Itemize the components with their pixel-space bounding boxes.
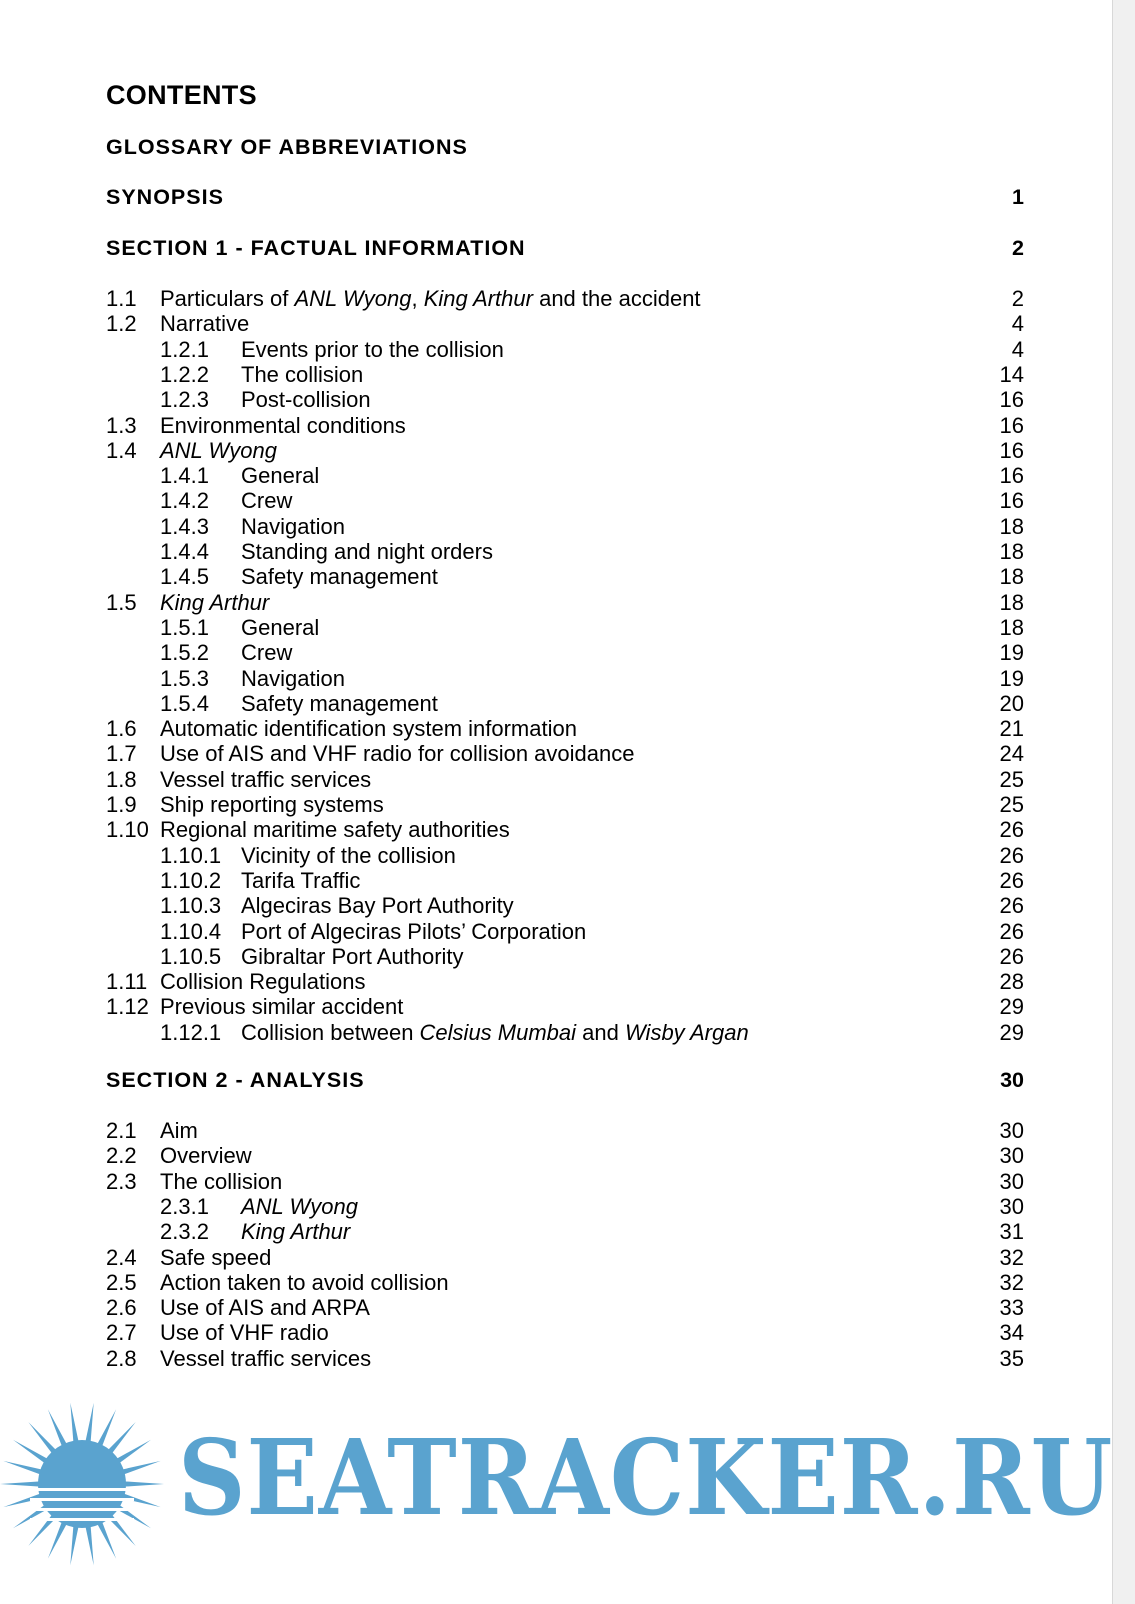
entry-title — [241, 362, 363, 388]
entry-page-number: 2 — [1011, 286, 1024, 311]
entry-number: 1.8 — [106, 766, 137, 792]
entry-title-part: Automatic identification system information — [160, 716, 577, 742]
entry-title — [160, 1346, 371, 1372]
toc-entry[interactable] — [106, 1194, 1024, 1220]
entry-number: 1.12.1 — [160, 1019, 222, 1045]
entry-title-part: Previous similar accident — [160, 994, 404, 1020]
sun-ray — [0, 1481, 42, 1487]
entry-title — [241, 868, 360, 894]
entry-title — [241, 539, 493, 565]
entry-number: 1.4.2 — [160, 488, 209, 514]
entry-title-part: Action taken to avoid collision — [160, 1269, 449, 1295]
entry-title — [160, 969, 365, 995]
entry-page-number: 26 — [999, 893, 1024, 919]
toc-entry[interactable] — [106, 463, 1024, 489]
toc-entry[interactable] — [106, 286, 1024, 312]
entry-title-part: Events prior to the collision — [241, 336, 504, 362]
entry-title — [241, 1219, 350, 1245]
toc-entry[interactable] — [106, 1143, 1024, 1169]
entry-page-number: 26 — [999, 842, 1024, 868]
entry-title-part: Safety management — [241, 564, 438, 590]
toc-entry[interactable] — [106, 362, 1024, 388]
sun-ray — [96, 1519, 116, 1559]
entry-title — [160, 413, 406, 439]
section-label: SECTION 1 - FACTUAL INFORMATION — [106, 236, 526, 260]
entry-title — [241, 514, 345, 540]
entry-number: 1.10.1 — [160, 842, 222, 868]
sun-ray — [114, 1440, 151, 1465]
entry-title-part: Collision between — [241, 1019, 420, 1045]
entry-title-part: Aim — [160, 1118, 198, 1143]
entry-title-part: , — [411, 286, 424, 311]
entry-number: 2.7 — [106, 1320, 137, 1346]
entry-number: 1.11 — [106, 969, 148, 995]
toc-entry[interactable] — [106, 666, 1024, 692]
sun-ray — [70, 1403, 79, 1445]
toc-entry[interactable] — [106, 1020, 1024, 1046]
entry-number: 1.5.1 — [160, 614, 209, 640]
entry-title-part: Overview — [160, 1143, 252, 1169]
toc-entry[interactable] — [106, 1118, 1024, 1144]
toc-entry[interactable] — [106, 691, 1024, 717]
sun-ray — [96, 1409, 116, 1449]
entry-page-number: 26 — [999, 918, 1024, 944]
toc-entry[interactable] — [106, 438, 1024, 464]
entry-number: 1.10.3 — [160, 893, 222, 919]
entry-title — [160, 1245, 271, 1271]
toc-entry[interactable] — [106, 1169, 1024, 1195]
entry-title-part: Standing and night orders — [241, 539, 493, 564]
entry-page-number: 24 — [999, 741, 1024, 767]
entry-number: 2.1 — [106, 1118, 137, 1143]
entry-title — [160, 1143, 252, 1169]
entry-title-part: Safety management — [241, 690, 438, 716]
watermark-text: SEATRACKER.RU — [178, 1416, 1114, 1539]
entry-number: 1.10.5 — [160, 943, 222, 969]
toc-entry[interactable] — [106, 767, 1024, 793]
toc-entry[interactable] — [106, 1346, 1024, 1372]
toc-entry[interactable] — [106, 564, 1024, 590]
entry-page-number: 30 — [999, 1193, 1024, 1219]
section-page-number: 1 — [1012, 185, 1024, 209]
entry-title — [241, 387, 371, 413]
entry-number: 2.8 — [106, 1345, 137, 1371]
sun-ray — [122, 1481, 164, 1487]
toc-section-1[interactable] — [106, 236, 1024, 261]
sun-ray — [48, 1409, 68, 1449]
page-title: CONTENTS — [106, 80, 257, 110]
toc-entry[interactable] — [106, 792, 1024, 818]
entry-number: 1.10.2 — [160, 867, 222, 893]
toc-section-glossary[interactable] — [106, 135, 1024, 160]
sun-ray — [85, 1403, 94, 1445]
watermark — [0, 1398, 1135, 1604]
section-label: GLOSSARY OF ABBREVIATIONS — [106, 135, 468, 159]
entry-page-number: 30 — [999, 1168, 1024, 1194]
entry-page-number: 34 — [999, 1320, 1024, 1346]
entry-number: 2.3 — [106, 1168, 137, 1194]
entry-title — [160, 1169, 282, 1195]
entry-title — [160, 994, 403, 1020]
entry-page-number: 32 — [999, 1269, 1024, 1295]
entry-title — [160, 311, 249, 337]
entry-title — [241, 640, 292, 666]
entry-page-number: 26 — [999, 943, 1024, 969]
entry-number: 1.10 — [106, 817, 149, 843]
entry-title-part: Regional maritime safety authorities — [160, 817, 510, 843]
sun-logo-icon — [0, 1398, 170, 1568]
entry-page-number: 32 — [999, 1244, 1024, 1270]
sun-ray — [13, 1440, 50, 1465]
entry-title-part: King Arthur — [160, 589, 270, 615]
entry-title — [241, 564, 438, 590]
entry-number: 1.2.1 — [160, 336, 209, 362]
entry-title — [160, 1320, 329, 1346]
entry-number: 1.4.5 — [160, 564, 209, 590]
entry-title-part: Crew — [241, 488, 293, 514]
entry-page-number: 31 — [999, 1219, 1024, 1245]
toc-entry[interactable] — [106, 413, 1024, 439]
entry-title-part: Ship reporting systems — [160, 792, 384, 817]
entry-page-number: 33 — [999, 1295, 1024, 1321]
entry-number: 1.4 — [106, 437, 137, 463]
entry-page-number: 4 — [1011, 311, 1024, 337]
sun-ray — [114, 1503, 151, 1528]
toc-entry[interactable] — [106, 488, 1024, 514]
entry-title-part: Port of Algeciras Pilots’ Corporation — [241, 918, 587, 944]
entry-page-number: 4 — [1011, 336, 1024, 362]
toc-entry[interactable] — [106, 843, 1024, 869]
sun-ray — [13, 1503, 50, 1528]
toc-entry[interactable] — [106, 514, 1024, 540]
toc-entry[interactable] — [106, 615, 1024, 641]
entry-page-number: 26 — [999, 817, 1024, 843]
entry-title — [160, 741, 634, 767]
toc-entry[interactable] — [106, 1219, 1024, 1245]
toc-section-synopsis[interactable] — [106, 185, 1024, 210]
entry-page-number: 28 — [999, 969, 1024, 995]
entry-page-number: 16 — [999, 437, 1024, 463]
entry-page-number: 19 — [999, 665, 1024, 691]
entry-title-part: Vessel traffic services — [160, 1345, 372, 1371]
toc-entry[interactable] — [106, 590, 1024, 616]
entry-title — [160, 716, 577, 742]
entry-title-part: Algeciras Bay Port Authority — [241, 893, 514, 919]
entry-title — [160, 1295, 370, 1321]
toc-entry[interactable] — [106, 337, 1024, 363]
entry-title-part: Vessel traffic services — [160, 766, 372, 792]
entry-title-part: General — [241, 463, 320, 489]
toc-entry[interactable] — [106, 387, 1024, 413]
entry-page-number: 16 — [999, 488, 1024, 514]
toc-entry[interactable] — [106, 716, 1024, 742]
entry-title-part: Wisby Argan — [624, 1019, 749, 1045]
entry-title-part: and — [576, 1019, 625, 1045]
entry-number: 1.5.3 — [160, 665, 209, 691]
entry-number: 1.9 — [106, 792, 137, 817]
entry-title-part: The collision — [241, 361, 364, 387]
sun-ray — [70, 1523, 79, 1565]
toc-entry[interactable] — [106, 741, 1024, 767]
entry-number: 1.5.4 — [160, 690, 209, 716]
entry-page-number: 25 — [999, 766, 1024, 792]
entry-page-number: 20 — [999, 690, 1024, 716]
toc-entry[interactable] — [106, 1295, 1024, 1321]
entry-number: 1.4.4 — [160, 539, 209, 564]
entry-title-part: Use of AIS and ARPA — [160, 1295, 370, 1321]
entry-number: 1.4.1 — [160, 463, 209, 489]
entry-title-part: Particulars of — [160, 286, 295, 311]
toc-entry[interactable] — [106, 969, 1024, 995]
entry-title-part: Navigation — [241, 665, 345, 691]
entry-title-part: Environmental conditions — [160, 412, 406, 438]
section-label: SECTION 2 - ANALYSIS — [106, 1068, 365, 1092]
toc-entry[interactable] — [106, 640, 1024, 666]
entry-page-number: 16 — [999, 412, 1024, 438]
entry-page-number: 16 — [999, 463, 1024, 489]
section-label: SYNOPSIS — [106, 185, 224, 209]
toc-entry[interactable] — [106, 893, 1024, 919]
entry-title-part: King Arthur — [241, 1219, 351, 1245]
entry-number: 1.1 — [106, 286, 137, 311]
entry-page-number: 26 — [999, 867, 1024, 893]
entry-title — [241, 1020, 749, 1046]
entry-title — [241, 1194, 358, 1220]
toc-entry[interactable] — [106, 817, 1024, 843]
entry-page-number: 18 — [999, 539, 1024, 564]
entry-title-part: Vicinity of the collision — [241, 842, 456, 868]
toc-entry[interactable] — [106, 1320, 1024, 1346]
entry-title-part: Post-collision — [241, 387, 371, 413]
entry-title — [160, 590, 269, 616]
entry-title-part: King Arthur — [423, 286, 533, 311]
sun-ray — [3, 1461, 44, 1476]
entry-page-number: 18 — [999, 589, 1024, 615]
entry-title — [241, 666, 345, 692]
entry-page-number: 29 — [999, 1019, 1024, 1045]
toc-entry[interactable] — [106, 944, 1024, 970]
entry-page-number: 18 — [999, 614, 1024, 640]
entry-title — [241, 843, 456, 869]
entry-title — [241, 944, 464, 970]
entry-number: 1.5.2 — [160, 640, 209, 666]
entry-title — [241, 893, 514, 919]
entry-title-part: Safe speed — [160, 1244, 272, 1270]
entry-title — [160, 286, 701, 312]
entry-page-number: 18 — [999, 513, 1024, 539]
entry-title-part: Collision Regulations — [160, 969, 366, 995]
entry-title — [160, 817, 510, 843]
entry-title-part: Tarifa Traffic — [241, 867, 361, 893]
entry-number: 1.5 — [106, 589, 137, 615]
entry-title — [160, 767, 371, 793]
toc-entry[interactable] — [106, 1270, 1024, 1296]
entry-title — [241, 337, 504, 363]
entry-number: 2.2 — [106, 1143, 137, 1169]
entry-number: 2.3.1 — [160, 1193, 209, 1219]
entry-number: 1.12 — [106, 994, 149, 1020]
entry-page-number: 35 — [999, 1345, 1024, 1371]
entry-number: 1.6 — [106, 716, 137, 742]
section-page-number: 2 — [1012, 236, 1024, 260]
entry-title-part: Gibraltar Port Authority — [241, 943, 464, 969]
entry-page-number: 25 — [999, 792, 1024, 817]
entry-page-number: 18 — [999, 564, 1024, 590]
entry-title-part: Use of VHF radio — [160, 1320, 329, 1346]
entry-title-part: ANL Wyong — [294, 286, 412, 311]
entry-title-part: and the accident — [532, 286, 701, 311]
entry-title-part: The collision — [160, 1168, 283, 1194]
entry-number: 1.2.3 — [160, 387, 209, 413]
entry-number: 1.2.2 — [160, 361, 209, 387]
entry-title-part: Navigation — [241, 513, 345, 539]
sun-ray — [85, 1523, 94, 1565]
entry-title — [160, 1270, 449, 1296]
toc-entry[interactable] — [106, 919, 1024, 945]
toc-entry[interactable] — [106, 994, 1024, 1020]
entry-title-part: Narrative — [160, 311, 250, 337]
toc-entry[interactable] — [106, 1245, 1024, 1271]
sun-ray — [120, 1461, 161, 1476]
entry-title-part: Use of AIS and VHF radio for collision avoidance — [160, 741, 635, 767]
toc-section-2[interactable] — [106, 1068, 1024, 1093]
entry-page-number: 21 — [999, 716, 1024, 742]
entry-number: 2.6 — [106, 1295, 137, 1321]
toc-entry[interactable] — [106, 539, 1024, 565]
entry-page-number: 16 — [999, 387, 1024, 413]
entry-title-part: General — [241, 614, 320, 640]
entry-number: 1.2 — [106, 311, 137, 337]
sun-ray — [48, 1519, 68, 1559]
entry-page-number: 19 — [999, 640, 1024, 666]
entry-number: 2.3.2 — [160, 1219, 209, 1245]
entry-title-part: Crew — [241, 640, 293, 666]
entry-title — [241, 488, 292, 514]
entry-title-part: Celsius Mumbai — [419, 1019, 577, 1045]
section-page-number: 30 — [1000, 1068, 1024, 1092]
entry-title-part: ANL Wyong — [160, 437, 277, 463]
entry-number: 1.10.4 — [160, 918, 222, 944]
toc-entry[interactable] — [106, 868, 1024, 894]
entry-page-number: 30 — [999, 1143, 1024, 1169]
entry-title — [241, 691, 438, 717]
entry-title — [160, 438, 277, 464]
toc-entry[interactable] — [106, 311, 1024, 337]
entry-title — [241, 463, 319, 489]
entry-page-number: 14 — [999, 361, 1024, 387]
entry-page-number: 30 — [999, 1118, 1024, 1143]
entry-title — [160, 792, 384, 818]
entry-number: 1.7 — [106, 741, 137, 767]
entry-title-part: ANL Wyong — [241, 1193, 358, 1219]
entry-page-number: 29 — [999, 994, 1024, 1020]
page-edge-scrollbar[interactable] — [1112, 0, 1135, 1604]
entry-title — [241, 919, 586, 945]
entry-number: 1.4.3 — [160, 513, 209, 539]
entry-title — [241, 615, 319, 641]
entry-number: 2.5 — [106, 1269, 137, 1295]
entry-number: 2.4 — [106, 1244, 137, 1270]
entry-title — [160, 1118, 198, 1144]
entry-number: 1.3 — [106, 412, 137, 438]
